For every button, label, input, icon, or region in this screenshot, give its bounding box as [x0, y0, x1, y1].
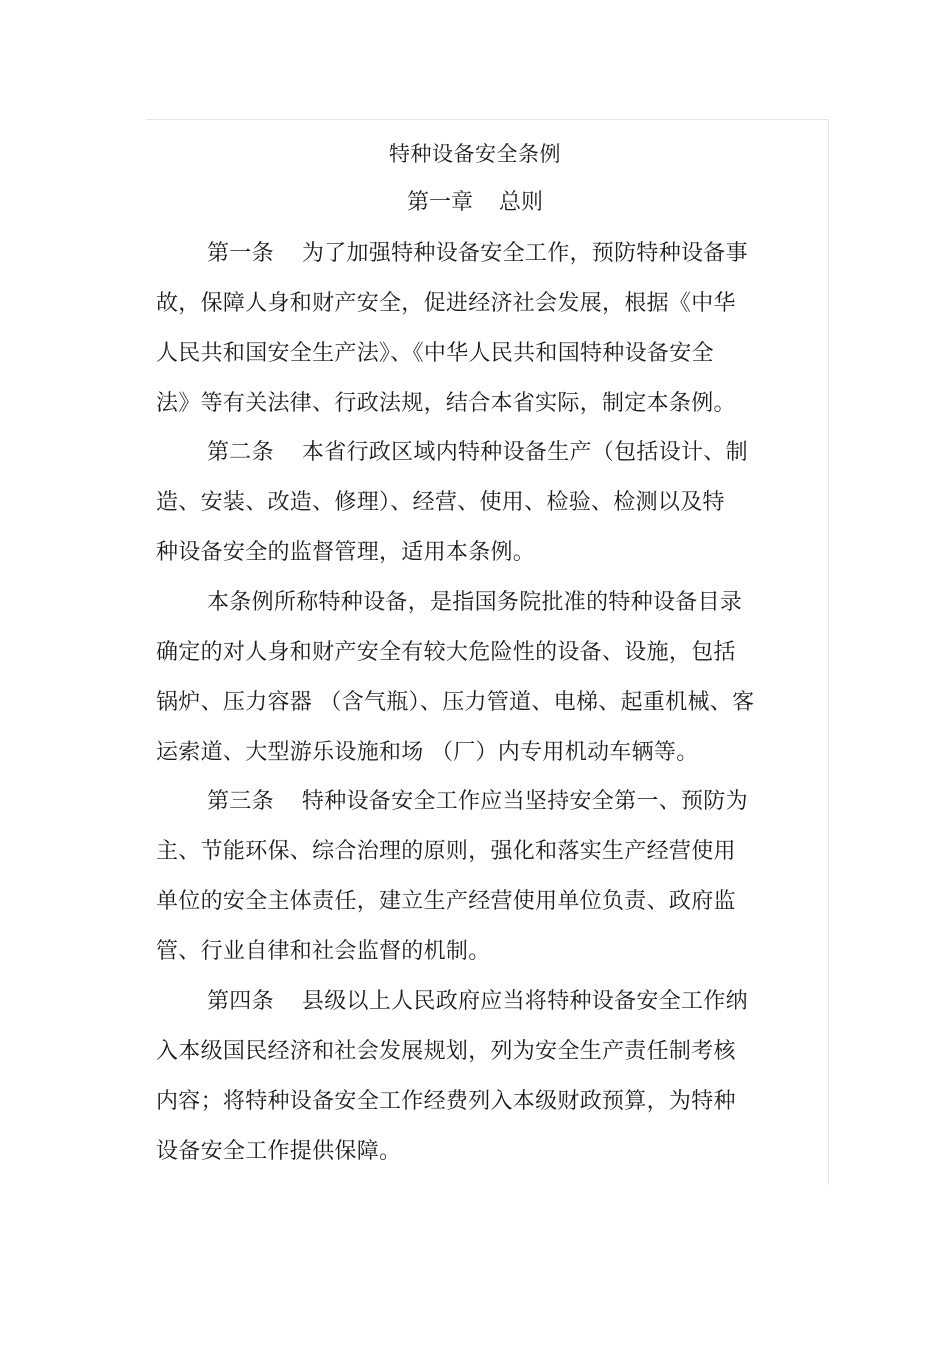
article-line: 本条例所称特种设备，是指国务院批准的特种设备目录: [207, 590, 743, 615]
article-number: 第二条: [207, 440, 274, 465]
article-line: 单位的安全主体责任，建立生产经营使用单位负责、政府监: [156, 889, 736, 914]
article-line: 入本级国民经济和社会发展规划，列为安全生产责任制考核: [156, 1039, 736, 1064]
article-line: [156, 777, 748, 827]
article-text: 本省行政区域内特种设备生产（包括设计、制: [301, 440, 748, 465]
article-line: 故，保障人身和财产安全，促进经济社会发展，根据《中华: [156, 291, 736, 316]
article-line: 种设备安全的监督管理，适用本条例。: [156, 540, 536, 565]
article-4: [156, 977, 748, 1177]
article-3: [156, 777, 748, 977]
chapter-number: 第一章: [406, 190, 473, 215]
chapter-heading: [0, 187, 950, 219]
article-number: 第一条: [207, 241, 274, 266]
document-title: 特种设备安全条例: [389, 142, 561, 166]
article-line: [156, 229, 748, 279]
article-line: 管、行业自律和社会监督的机制。: [156, 939, 491, 964]
article-line: 人民共和国安全生产法》、《中华人民共和国特种设备安全: [156, 341, 714, 366]
chapter-name: 总则: [499, 190, 544, 215]
article-text: 特种设备安全工作应当坚持安全第一、预防为: [301, 789, 748, 814]
article-2-paragraph-2: [156, 578, 754, 778]
article-line: 确定的对人身和财产安全有较大危险性的设备、设施，包括: [156, 640, 736, 665]
article-line: [156, 977, 748, 1027]
article-number: 第三条: [207, 789, 274, 814]
article-line: 法》等有关法律、行政法规，结合本省实际，制定本条例。: [156, 391, 736, 416]
article-line: [156, 428, 748, 478]
article-1: [156, 229, 748, 429]
article-text: 县级以上人民政府应当将特种设备安全工作纳: [301, 989, 748, 1014]
article-line: 内容；将特种设备安全工作经费列入本级财政预算，为特种: [156, 1089, 736, 1114]
article-line: 设备安全工作提供保障。: [156, 1139, 402, 1164]
article-2: [156, 428, 748, 578]
article-line: 造、安装、改造、修理）、经营、使用、检验、检测以及特: [156, 490, 725, 515]
article-line: 锅炉、压力容器 （含气瓶）、压力管道、电梯、起重机械、客: [156, 690, 755, 715]
article-number: 第四条: [207, 989, 274, 1014]
article-text: 为了加强特种设备安全工作，预防特种设备事: [301, 241, 748, 266]
article-line: 运索道、大型游乐设施和场 （厂）内专用机动车辆等。: [156, 740, 699, 765]
article-line: 主、节能环保、综合治理的原则，强化和落实生产经营使用: [156, 839, 736, 864]
